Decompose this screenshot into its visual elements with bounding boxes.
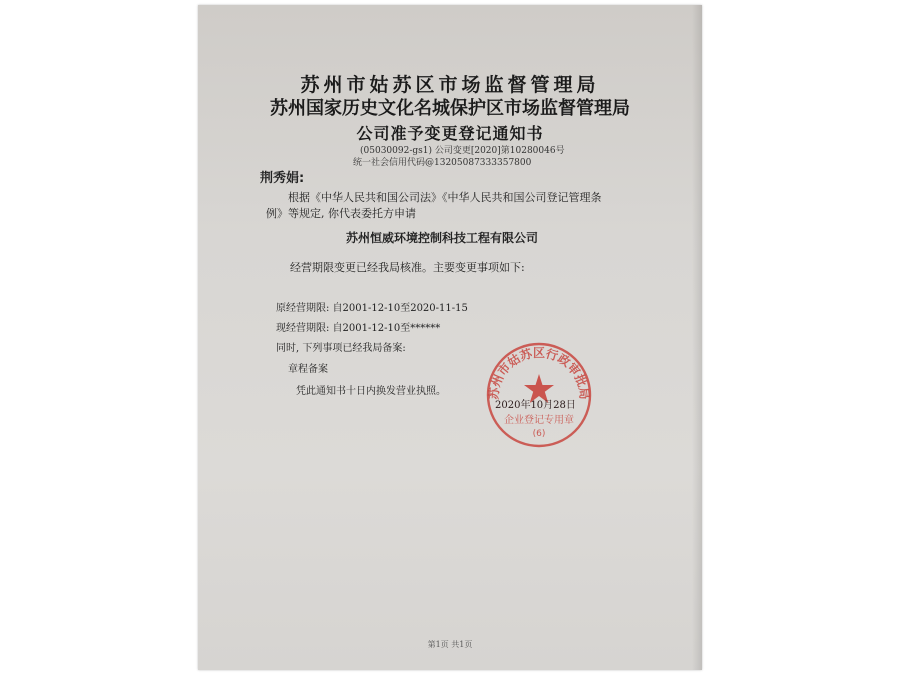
authority-name-1: 苏州市姑苏区市场监督管理局 <box>300 74 600 96</box>
approval-statement: 经营期限变更已经我局核准。主要变更事项如下: <box>290 261 525 274</box>
original-business-term: 原经营期限: 自2001-12-10至2020-11-15 <box>276 303 468 314</box>
seal-top-text: 苏州市姑苏区行政审批局 <box>486 346 592 401</box>
legal-basis-line-2: 例》等规定, 你代表委托方申请 <box>266 207 416 220</box>
legal-basis-line-1: 根据《中华人民共和国公司法》《中华人民共和国公司登记管理条 <box>288 191 602 204</box>
document-page <box>198 5 702 670</box>
notice-title: 公司准予变更登记通知书 <box>356 124 544 143</box>
seal-bottom-text: 企业登记专用章 <box>504 415 574 426</box>
seal-number: (6) <box>532 429 546 439</box>
authority-name-2: 苏州国家历史文化名城保护区市场监督管理局 <box>270 98 630 119</box>
recipient-name: 荆秀娟: <box>260 171 305 186</box>
official-seal <box>484 340 594 450</box>
filing-statement: 同时, 下列事项已经我局备案: <box>276 343 406 354</box>
document-number: (05030092-gs1) 公司变更[2020]第10280046号 <box>360 146 565 156</box>
company-name: 苏州恒威环境控制科技工程有限公司 <box>346 231 539 245</box>
seal-date: 2020年10月28日 <box>495 400 576 411</box>
license-notice: 凭此通知书十日内换发营业执照。 <box>296 386 446 397</box>
current-business-term: 现经营期限: 自2001-12-10至****** <box>276 323 441 334</box>
page-footer: 第1页 共1页 <box>427 640 473 649</box>
credit-code: 统一社会信用代码@13205087333357800 <box>353 158 532 168</box>
charter-filing: 章程备案 <box>288 364 328 375</box>
